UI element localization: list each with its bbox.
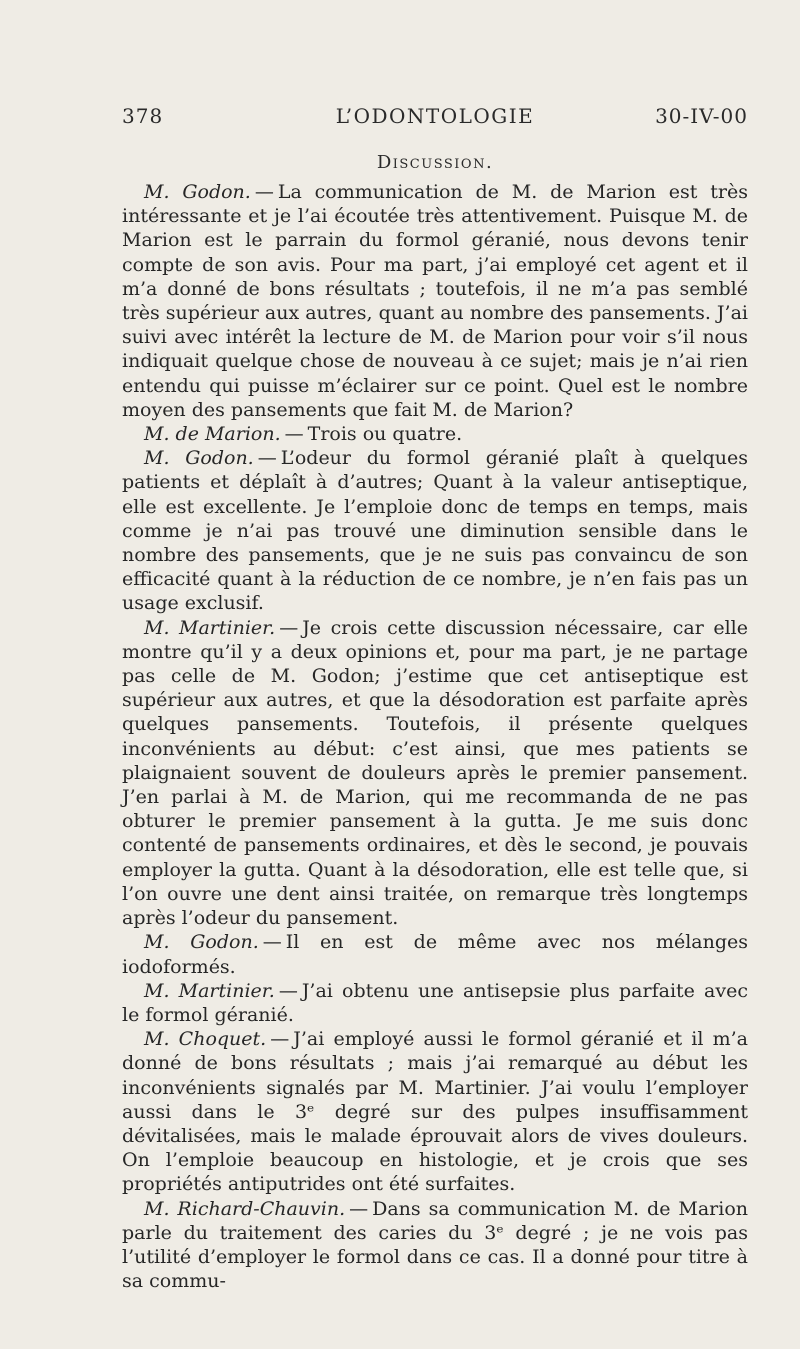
em-dash: — xyxy=(279,616,299,639)
speaker-name: M. Martinier. xyxy=(144,616,276,639)
em-dash: — xyxy=(270,1028,290,1051)
paragraph-text: Dans sa communication M. de Marion parle du traitement des caries du 3ᵉ degré ; je ne vois pas l’utilité d’employer le formol dans ce cas. Il a donné pour titre à sa commu- xyxy=(122,1197,748,1293)
paragraph xyxy=(122,1027,748,1196)
paragraph xyxy=(122,616,748,931)
discussion-body xyxy=(122,180,748,1293)
speaker-name: M. de Marion. xyxy=(144,423,281,446)
speaker-name: M. Godon. xyxy=(144,931,259,954)
paragraph xyxy=(122,1197,748,1294)
speaker-name: M. Choquet. xyxy=(144,1028,267,1051)
em-dash: — xyxy=(254,181,274,203)
paragraph xyxy=(122,979,748,1027)
paragraph xyxy=(122,446,748,615)
paragraph-text: Je crois cette discussion nécessaire, car elle montre qu’il y a deux opinions et, pour ma part, je ne partage pas celle de M. Godon; j’estime que cet antiseptique est supérieur aux autres, et que la désodoration est parfaite après quelques pansements. Toutefois, il présente quelques inconvénients au début: c’est ainsi, que mes patients se plaignaient souvent de douleurs après le premier pansement. J’en parlai à M. de Marion, qui me recommanda de ne pas obturer le premier pansement à la gutta. Je me suis donc contenté de pansements ordinaires, et dès le second, je pouvais employer la gutta. Quant à la désodoration, elle est telle que, si l’on ouvre une dent ainsi traitée, on remarque très longtemps après l’odeur du pansement. xyxy=(122,616,748,930)
paragraph-text: Il en est de même avec nos mélanges iodoformés. xyxy=(122,931,748,978)
running-header xyxy=(122,104,748,134)
speaker-name: M. Richard-Chauvin. xyxy=(144,1197,346,1220)
em-dash: — xyxy=(349,1197,369,1220)
paragraph-text: J’ai obtenu une antisepsie plus parfaite avec le formol géranié. xyxy=(122,979,748,1026)
speaker-name: M. Godon. xyxy=(144,447,254,470)
paragraph-text: L’odeur du formol géranié plaît à quelques patients et déplaît à d’autres; Quant à la valeur antiseptique, elle est excellente. Je l’emploie donc de temps en temps, mais comme je n’ai pas trouvé une diminution sensible dans le nombre des pansements, que je ne suis pas convaincu de son efficacité quant à la réduction de ce nombre, je n’en fais pas un usage exclusif. xyxy=(122,447,748,615)
paragraph xyxy=(122,930,748,978)
page-number: 378 xyxy=(122,104,164,128)
section-title: Discussion. xyxy=(376,152,494,173)
speaker-name: M. Godon. xyxy=(144,181,251,203)
paragraph-text: La communication de M. de Marion est très intéressante et je l’ai écoutée très attentivement. Puisque M. de Marion est le parrain du formol géranié, nous devons tenir compte de son avis. Pour ma part, j’ai employé cet agent et il m’a donné de bons résultats ; toutefois, il ne m’a pas semblé très supérieur aux autres, quant au nombre des pansements. J’ai suivi avec intérêt la lecture de M. de Marion pour voir s’il nous indiquait quelque chose de nouveau à ce sujet; mais je n’ai rien entendu qui puisse m’éclairer sur ce point. Quel est le nombre moyen des pansements que fait M. de Marion? xyxy=(122,181,748,421)
paragraph xyxy=(122,422,748,446)
em-dash: — xyxy=(284,423,304,446)
speaker-name: M. Martinier. xyxy=(144,979,275,1002)
issue-date: 30-IV-00 xyxy=(655,104,748,128)
em-dash: — xyxy=(262,931,282,954)
paragraph xyxy=(122,180,748,422)
paragraph-text: J’ai employé aussi le formol géranié et il m’a donné de bons résultats ; mais j’ai remarqué au début les inconvénients signalés par M. Martinier. J’ai voulu l’employer aussi dans le 3ᵉ degré sur des pulpes insuffisamment dévitalisées, mais le malade éprouvait alors de vives douleurs. On l’emploie beaucoup en histologie, et je crois que ses propriétés antiputrides ont été surfaites. xyxy=(122,1028,748,1196)
paragraph-text: Trois ou quatre. xyxy=(307,423,463,446)
journal-title: L’ODONTOLOGIE xyxy=(335,104,535,128)
em-dash: — xyxy=(278,979,298,1002)
em-dash: — xyxy=(257,447,277,470)
